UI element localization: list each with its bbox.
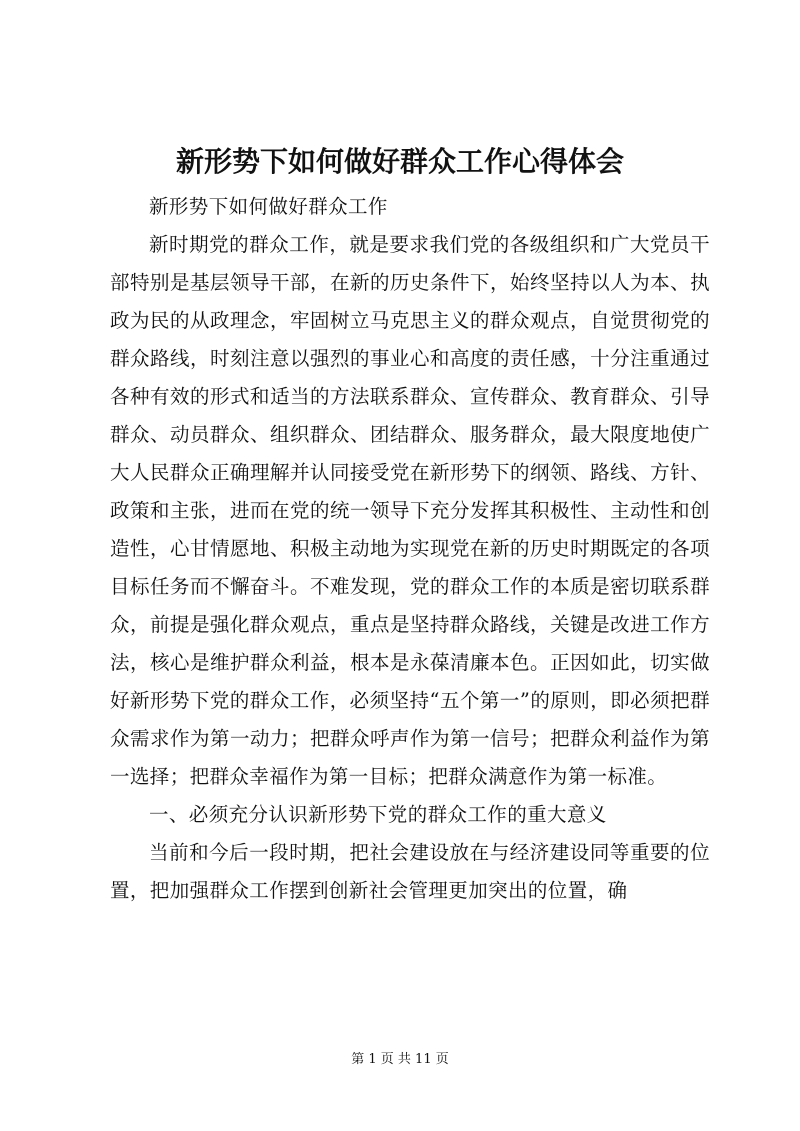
document-title: 新形势下如何做好群众工作心得体会 xyxy=(175,145,624,178)
document-body xyxy=(110,188,710,910)
section-heading-paragraph: 一、必须充分认识新形势下党的群众工作的重大意义 xyxy=(149,803,607,826)
body-paragraph: 当前和今后一段时期，把社会建设放在与经济建设同等重要的位置，把加强群众工作摆到创新社会管理更加突出的位置，确 xyxy=(110,841,710,902)
body-paragraph: 新时期党的群众工作，就是要求我们党的各级组织和广大党员干部特别是基层领导干部，在新的历史条件下，始终坚持以人为本、执政为民的从政理念，牢固树立马克思主义的群众观点，自觉贯彻党的群众路线，时刻注意以强烈的事业心和高度的责任感，十分注重通过各种有效的形式和适当的方法联系群众、宣传群众、教育群众、引导群众、动员群众、组织群众、团结群众、服务群众，最大限度地使广大人民群众正确理解并认同接受党在新形势下的纲领、路线、方针、政策和主张，进而在党的统一领导下充分发挥其积极性、主动性和创造性，心甘情愿地、积极主动地为实现党在新的历史时期既定的各项目标任务而不懈奋斗。不难发现，党的群众工作的本质是密切联系群众，前提是强化群众观点，重点是坚持群众路线，关键是改进工作方法，核心是维护群众利益，根本是永葆清廉本色。正因如此，切实做好新形势下党的群众工作，必须坚持“五个第一”的原则，即必须把群众需求作为第一动力；把群众呼声作为第一信号；把群众利益作为第一选择；把群众幸福作为第一目标；把群众满意作为第一标准。 xyxy=(110,233,710,788)
page-number-footer: 第 1 页 共 11 页 xyxy=(351,1052,449,1067)
subtitle-paragraph: 新形势下如何做好群众工作 xyxy=(149,195,388,218)
